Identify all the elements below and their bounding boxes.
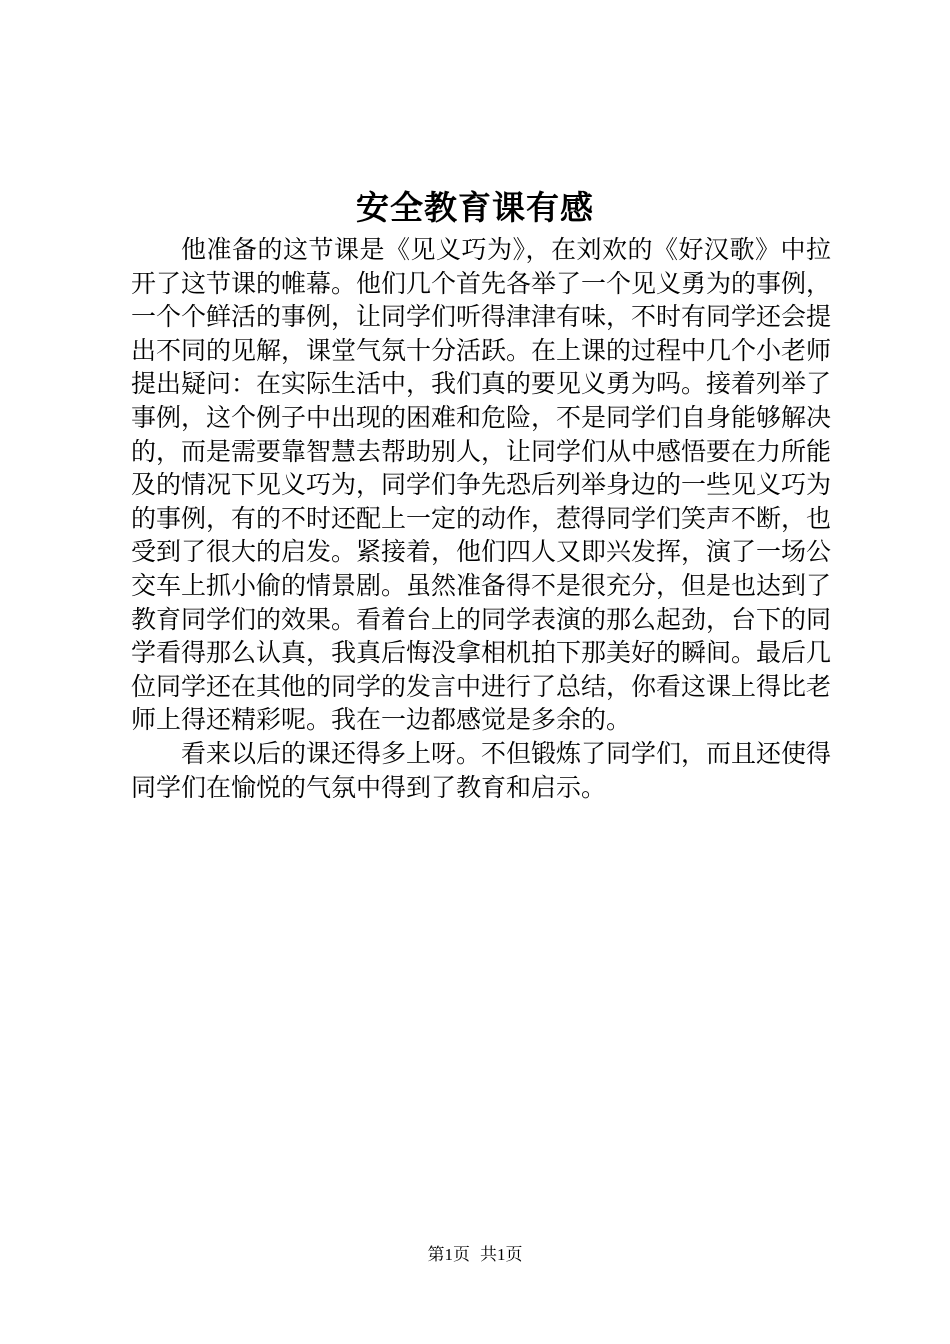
document-body	[131, 233, 831, 804]
paragraph-2: 看来以后的课还得多上呀。不但锻炼了同学们，而且还使得同学们在愉悦的气氛中得到了教育和启示。	[131, 738, 832, 802]
page-footer	[0, 1243, 950, 1267]
page-total: 共1页	[480, 1245, 523, 1264]
page-number: 第1页	[427, 1245, 470, 1264]
paragraph-1: 他准备的这节课是《见义巧为》，在刘欢的《好汉歌》中拉开了这节课的帷幕。他们几个首先各举了一个见义勇为的事例，一个个鲜活的事例，让同学们听得津津有味，不时有同学还会提出不同的见解，课堂气氛十分活跃。在上课的过程中几个小老师提出疑问：在实际生活中，我们真的要见义勇为吗。接着列举了事例，这个例子中出现的困难和危险，不是同学们自身能够解决的，而是需要靠智慧去帮助别人，让同学们从中感悟要在力所能及的情况下见义巧为，同学们争先恐后列举身边的一些见义巧为的事例，有的不时还配上一定的动作，惹得同学们笑声不断，也受到了很大的启发。紧接着，他们四人又即兴发挥，演了一场公交车上抓小偷的情景剧。虽然准备得不是很充分，但是也达到了教育同学们的效果。看着台上的同学表演的那么起劲，台下的同学看得那么认真，我真后悔没拿相机拍下那美好的瞬间。最后几位同学还在其他的同学的发言中进行了总结，你看这课上得比老师上得还精彩呢。我在一边都感觉是多余的。	[131, 235, 832, 735]
document-title: 安全教育课有感	[356, 188, 594, 227]
